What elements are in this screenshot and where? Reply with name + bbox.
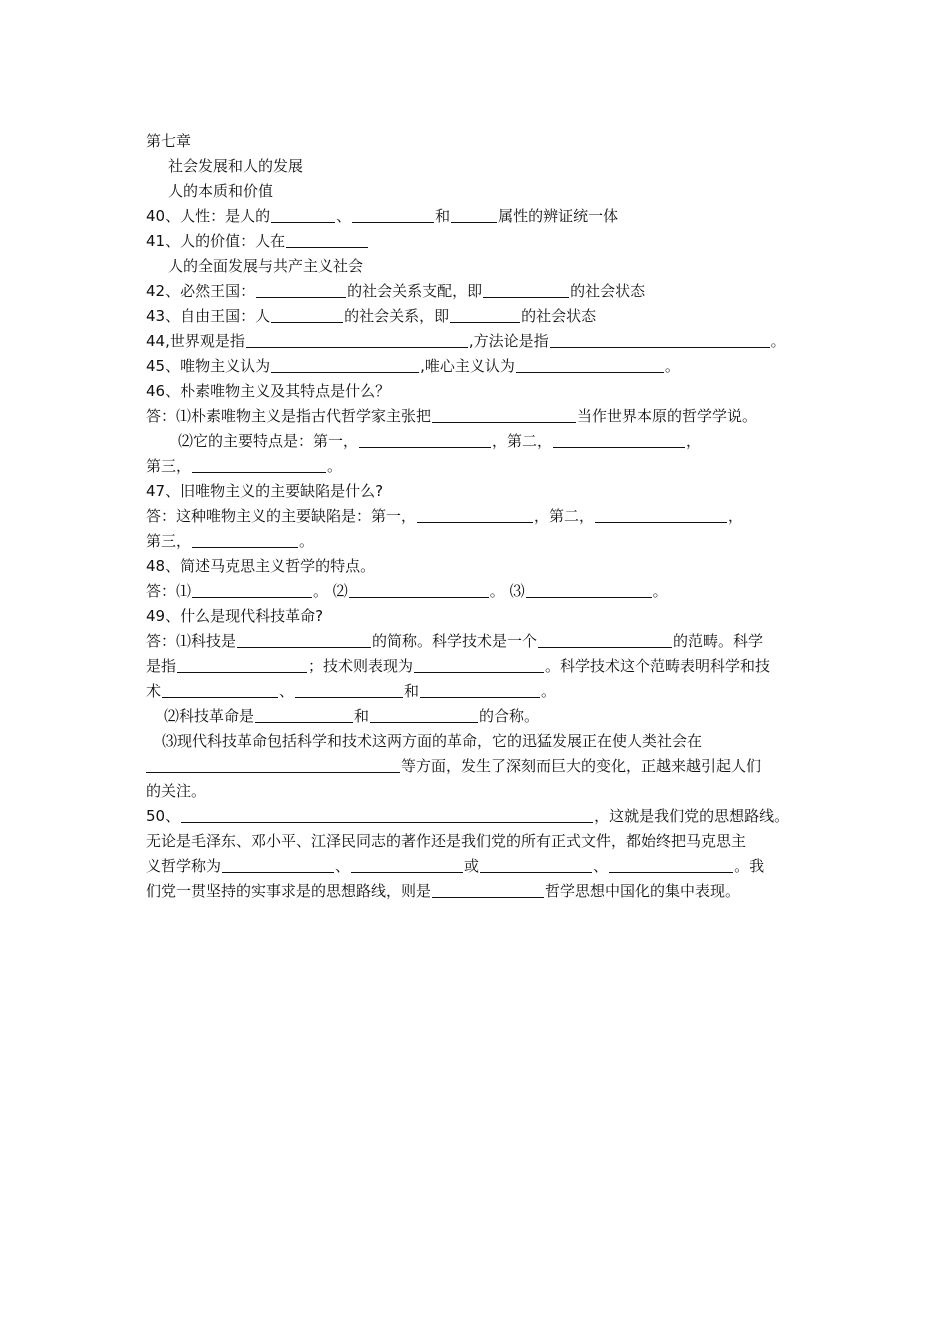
answer-blank[interactable] bbox=[192, 531, 298, 548]
answer-blank[interactable] bbox=[192, 456, 326, 473]
answer-blank[interactable] bbox=[255, 706, 353, 723]
question-44: 44,世界观是指 ,方法论是指 。 bbox=[146, 332, 786, 350]
question-46: 46、朴素唯物主义及其特点是什么？ bbox=[146, 382, 391, 400]
chapter-title: 第七章 bbox=[146, 132, 192, 150]
answer-blank[interactable] bbox=[349, 581, 489, 598]
answer-49-line2: 是指 ；技术则表现为 。科学技术这个范畴表明科学和技 bbox=[146, 657, 771, 675]
answer-blank[interactable] bbox=[271, 356, 419, 373]
answer-blank[interactable] bbox=[432, 406, 576, 423]
answer-blank[interactable] bbox=[451, 206, 497, 223]
answer-49-line7: 的关注。 bbox=[146, 782, 207, 800]
answer-blank[interactable] bbox=[370, 706, 478, 723]
answer-49-line6: 等方面，发生了深刻而巨大的变化，正越来越引起人们 bbox=[146, 754, 816, 779]
answer-blank[interactable] bbox=[286, 231, 368, 248]
question-43: 43、自由王国：人 的社会关系，即 的社会状态 bbox=[146, 307, 597, 325]
answer-blank[interactable] bbox=[516, 356, 664, 373]
question-50-line1: 50、 ，这就是我们党的思想路线。 bbox=[146, 807, 790, 825]
answer-blank[interactable] bbox=[181, 806, 593, 823]
section-heading: 人的本质和价值 bbox=[168, 182, 274, 200]
answer-blank[interactable] bbox=[450, 306, 520, 323]
answer-49-line1: 答：⑴科技是 的简称。科学技术是一个 的范畴。科学 bbox=[146, 632, 764, 650]
answer-blank[interactable] bbox=[420, 681, 540, 698]
answer-blank[interactable] bbox=[432, 881, 544, 898]
answer-blank[interactable] bbox=[177, 656, 307, 673]
answer-blank[interactable] bbox=[146, 756, 400, 773]
answer-blank[interactable] bbox=[359, 431, 491, 448]
question-50-line2: 无论是毛泽东、邓小平、江泽民同志的著作还是我们党的所有正式文件，都始终把马克思主 bbox=[146, 832, 747, 850]
answer-blank[interactable] bbox=[609, 856, 733, 873]
answer-49-line3: 术 、 和 。 bbox=[146, 682, 557, 700]
worksheet-page bbox=[146, 129, 816, 904]
answer-blank[interactable] bbox=[480, 856, 592, 873]
answer-blank[interactable] bbox=[271, 206, 335, 223]
question-41: 41、人的价值：人在 bbox=[146, 229, 816, 254]
answer-46-part2: ⑵它的主要特点是：第一， ，第二， ， bbox=[178, 432, 702, 450]
question-45: 45、唯物主义认为 ,唯心主义认为 。 bbox=[146, 357, 680, 375]
answer-blank[interactable] bbox=[295, 681, 403, 698]
question-40: 40、人性：是人的 、 和 属性的辨证统一体 bbox=[146, 207, 619, 225]
answer-blank[interactable] bbox=[351, 856, 463, 873]
question-49: 49、什么是现代科技革命? bbox=[146, 607, 324, 625]
answer-blank[interactable] bbox=[526, 581, 652, 598]
answer-blank[interactable] bbox=[595, 506, 727, 523]
answer-blank[interactable] bbox=[550, 331, 770, 348]
answer-49-line4: ⑵科技革命是 和 的合称。 bbox=[164, 707, 540, 725]
answer-47-part1: 答：这种唯物主义的主要缺陷是：第一， ，第二， ， bbox=[146, 507, 744, 525]
answer-46-part1: 答：⑴朴素唯物主义是指古代哲学家主张把 当作世界本原的哲学学说。 bbox=[146, 407, 758, 425]
answer-blank[interactable] bbox=[483, 281, 569, 298]
answer-46-part3: 第三， 。 bbox=[146, 457, 343, 475]
answer-blank[interactable] bbox=[417, 506, 533, 523]
section-heading: 社会发展和人的发展 bbox=[168, 157, 304, 175]
answer-blank[interactable] bbox=[352, 206, 434, 223]
answer-blank[interactable] bbox=[271, 306, 343, 323]
answer-blank[interactable] bbox=[256, 281, 346, 298]
question-42: 42、必然王国： 的社会关系支配，即 的社会状态 bbox=[146, 282, 646, 300]
answer-48: 答：⑴ 。 ⑵ 。 ⑶ 。 bbox=[146, 582, 668, 600]
answer-blank[interactable] bbox=[553, 431, 685, 448]
answer-blank[interactable] bbox=[237, 631, 371, 648]
question-50-line3: 义哲学称为 、 或 、 。我 bbox=[146, 857, 765, 875]
answer-49-line5: ⑶现代科技革命包括科学和技术这两方面的革命，它的迅猛发展正在使人类社会在 bbox=[162, 732, 703, 750]
answer-blank[interactable] bbox=[538, 631, 672, 648]
answer-blank[interactable] bbox=[246, 331, 468, 348]
answer-blank[interactable] bbox=[162, 681, 278, 698]
answer-blank[interactable] bbox=[414, 656, 544, 673]
answer-47-part2: 第三， 。 bbox=[146, 532, 315, 550]
section-heading: 人的全面发展与共产主义社会 bbox=[168, 257, 364, 275]
question-47: 47、旧唯物主义的主要缺陷是什么? bbox=[146, 482, 384, 500]
question-50-line4: 们党一贯坚持的实事求是的思想路线，则是 哲学思想中国化的集中表现。 bbox=[146, 882, 741, 900]
answer-blank[interactable] bbox=[222, 856, 334, 873]
answer-blank[interactable] bbox=[192, 581, 312, 598]
question-48: 48、简述马克思主义哲学的特点。 bbox=[146, 557, 376, 575]
